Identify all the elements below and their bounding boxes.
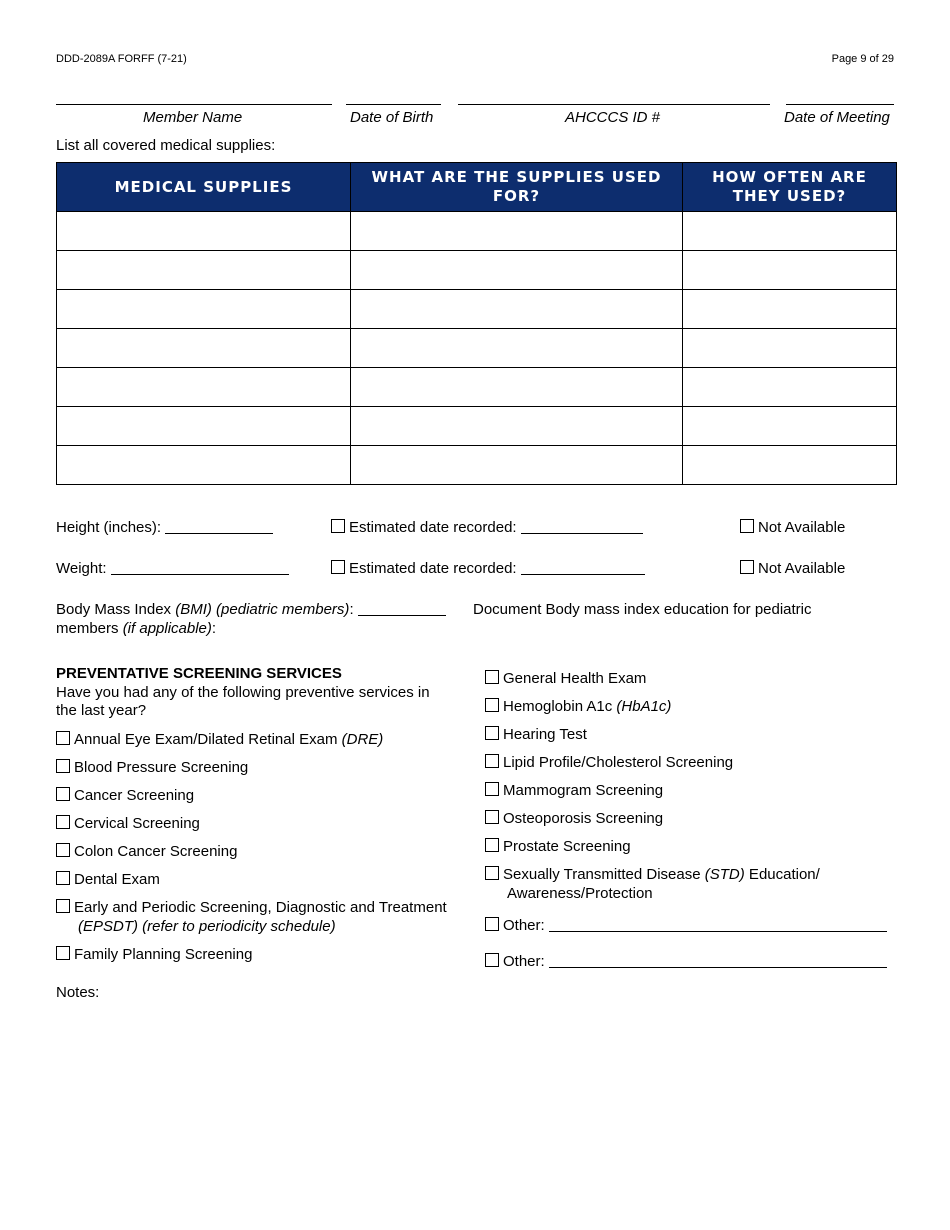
table-cell[interactable]: [57, 251, 351, 290]
not-available-label: Not Available: [758, 519, 846, 536]
bmi-label-italic: (BMI) (pediatric members): [175, 601, 350, 618]
screening-lipid: [485, 753, 733, 772]
screening-general-health: [485, 669, 646, 688]
table-cell[interactable]: [351, 212, 683, 251]
weight-estimated-checkbox[interactable]: [331, 560, 345, 574]
table-row: [57, 368, 897, 407]
weight-row: [56, 559, 289, 578]
ahcccs-id-field[interactable]: [458, 104, 770, 105]
table-cell[interactable]: [57, 446, 351, 485]
screening-other-2: [485, 952, 887, 971]
std-checkbox[interactable]: [485, 866, 499, 880]
screening-prostate: [485, 837, 631, 856]
mammogram-label: Mammogram Screening: [503, 782, 664, 799]
screening-annual-eye: [56, 730, 383, 749]
annual-eye-label: Annual Eye Exam/Dilated Retinal Exam: [74, 731, 342, 748]
osteoporosis-label: Osteoporosis Screening: [503, 810, 664, 827]
hemoglobin-abbr: (HbA1c): [616, 698, 672, 715]
other-1-checkbox[interactable]: [485, 917, 499, 931]
bmi-if-applicable: (if applicable): [122, 620, 212, 637]
table-cell[interactable]: [351, 407, 683, 446]
height-not-available: [740, 518, 845, 537]
screening-hearing: [485, 725, 587, 744]
hearing-label: Hearing Test: [503, 726, 587, 743]
screening-osteoporosis: [485, 809, 663, 828]
table-row: [57, 251, 897, 290]
table-cell[interactable]: [683, 329, 897, 368]
table-cell[interactable]: [683, 407, 897, 446]
height-row: [56, 518, 273, 537]
general-health-label: General Health Exam: [503, 670, 647, 687]
table-cell[interactable]: [57, 368, 351, 407]
hemoglobin-checkbox[interactable]: [485, 698, 499, 712]
epsdt-label: Early and Periodic Screening, Diagnostic and Treatment: [74, 899, 447, 916]
table-cell[interactable]: [683, 290, 897, 329]
annual-eye-checkbox[interactable]: [56, 731, 70, 745]
table-cell[interactable]: [683, 368, 897, 407]
other-1-input[interactable]: [549, 917, 887, 932]
height-input[interactable]: [165, 519, 273, 534]
date-of-birth-label: Date of Birth: [350, 109, 434, 126]
weight-not-available-checkbox[interactable]: [740, 560, 754, 574]
weight-input[interactable]: [111, 560, 289, 575]
bmi-input[interactable]: [358, 601, 446, 616]
blood-pressure-checkbox[interactable]: [56, 759, 70, 773]
bmi-colon: :: [211, 620, 217, 637]
height-estimated-checkbox[interactable]: [331, 519, 345, 533]
other-2-input[interactable]: [549, 953, 887, 968]
screening-question-2: the last year?: [56, 702, 147, 719]
not-available-label: Not Available: [758, 560, 846, 577]
screening-std: [485, 865, 820, 903]
epsdt-checkbox[interactable]: [56, 899, 70, 913]
cervical-checkbox[interactable]: [56, 815, 70, 829]
table-row: [57, 212, 897, 251]
screening-family-planning: [56, 945, 252, 964]
estimated-label: Estimated date recorded:: [349, 519, 517, 536]
page-number: Page 9 of 29: [831, 53, 894, 65]
column-header: WHAT ARE THE SUPPLIES USED FOR?: [351, 163, 683, 212]
std-label: Sexually Transmitted Disease: [503, 866, 705, 883]
height-label: Height (inches):: [56, 519, 162, 536]
cancer-checkbox[interactable]: [56, 787, 70, 801]
screening-title: PREVENTATIVE SCREENING SERVICES: [56, 665, 342, 682]
weight-estimated: [331, 559, 645, 578]
table-row: [57, 407, 897, 446]
other-2-checkbox[interactable]: [485, 953, 499, 967]
bmi-doc-text: Document Body mass index education for pediatric: [473, 601, 812, 618]
screening-dental: [56, 870, 160, 889]
weight-label: Weight:: [56, 560, 107, 577]
height-date-input[interactable]: [521, 519, 643, 534]
bmi-members-line: [56, 619, 216, 638]
date-of-birth-field[interactable]: [346, 104, 441, 105]
other-label: Other:: [503, 953, 545, 970]
column-header: MEDICAL SUPPLIES: [57, 163, 351, 212]
column-header: HOW OFTEN ARE THEY USED?: [683, 163, 897, 212]
blood-pressure-label: Blood Pressure Screening: [74, 759, 249, 776]
estimated-label: Estimated date recorded:: [349, 560, 517, 577]
table-row: [57, 329, 897, 368]
dental-checkbox[interactable]: [56, 871, 70, 885]
screening-cervical: [56, 814, 200, 833]
general-health-checkbox[interactable]: [485, 670, 499, 684]
other-label: Other:: [503, 917, 545, 934]
weight-not-available: [740, 559, 845, 578]
table-cell[interactable]: [57, 407, 351, 446]
bmi-members: members: [56, 620, 123, 637]
screening-other-1: [485, 916, 887, 935]
colon-checkbox[interactable]: [56, 843, 70, 857]
height-estimated: [331, 518, 643, 537]
dental-label: Dental Exam: [74, 871, 160, 888]
screening-mammogram: [485, 781, 663, 800]
medical-supplies-table: [56, 162, 897, 485]
table-cell[interactable]: [57, 329, 351, 368]
hearing-checkbox[interactable]: [485, 726, 499, 740]
table-row: [57, 446, 897, 485]
table-cell[interactable]: [683, 212, 897, 251]
cancer-label: Cancer Screening: [74, 787, 195, 804]
table-cell[interactable]: [57, 212, 351, 251]
screening-blood-pressure: [56, 758, 248, 777]
date-of-meeting-label: Date of Meeting: [784, 109, 890, 126]
osteoporosis-checkbox[interactable]: [485, 810, 499, 824]
supplies-intro: List all covered medical supplies:: [56, 137, 276, 154]
colon-label: Colon Cancer Screening: [74, 843, 238, 860]
table-cell[interactable]: [351, 368, 683, 407]
table-cell[interactable]: [57, 290, 351, 329]
cervical-label: Cervical Screening: [74, 815, 200, 832]
annual-eye-abbr: (DRE): [341, 731, 384, 748]
std-abbr: (STD): [704, 866, 745, 883]
table-cell[interactable]: [683, 446, 897, 485]
bmi-colon: :: [349, 601, 354, 618]
table-row: [57, 290, 897, 329]
epsdt-label-2: (EPSDT) (refer to periodicity schedule): [78, 918, 336, 935]
screening-colon: [56, 842, 237, 861]
mammogram-checkbox[interactable]: [485, 782, 499, 796]
table-cell[interactable]: [351, 290, 683, 329]
member-name-label: Member Name: [143, 109, 243, 126]
std-label-3: Awareness/Protection: [507, 885, 653, 902]
table-cell[interactable]: [351, 446, 683, 485]
prostate-checkbox[interactable]: [485, 838, 499, 852]
date-of-meeting-field[interactable]: [786, 104, 894, 105]
bmi-row: [56, 600, 446, 619]
std-label-2: Education/: [744, 866, 820, 883]
screening-question-1: Have you had any of the following preventive services in: [56, 684, 430, 701]
lipid-checkbox[interactable]: [485, 754, 499, 768]
screening-epsdt: [56, 898, 447, 936]
bmi-label: Body Mass Index: [56, 601, 176, 618]
member-name-field[interactable]: [56, 104, 332, 105]
lipid-label: Lipid Profile/Cholesterol Screening: [503, 754, 734, 771]
prostate-label: Prostate Screening: [503, 838, 631, 855]
family-planning-checkbox[interactable]: [56, 946, 70, 960]
height-not-available-checkbox[interactable]: [740, 519, 754, 533]
table-cell[interactable]: [351, 251, 683, 290]
ahcccs-id-label: AHCCCS ID #: [565, 109, 661, 126]
table-cell[interactable]: [683, 251, 897, 290]
notes-label: Notes:: [56, 984, 100, 1001]
hemoglobin-label: Hemoglobin A1c: [503, 698, 617, 715]
screening-hemoglobin: [485, 697, 671, 716]
form-id: DDD-2089A FORFF (7-21): [56, 53, 187, 65]
weight-date-input[interactable]: [521, 560, 645, 575]
table-cell[interactable]: [351, 329, 683, 368]
family-planning-label: Family Planning Screening: [74, 946, 253, 963]
screening-cancer: [56, 786, 194, 805]
